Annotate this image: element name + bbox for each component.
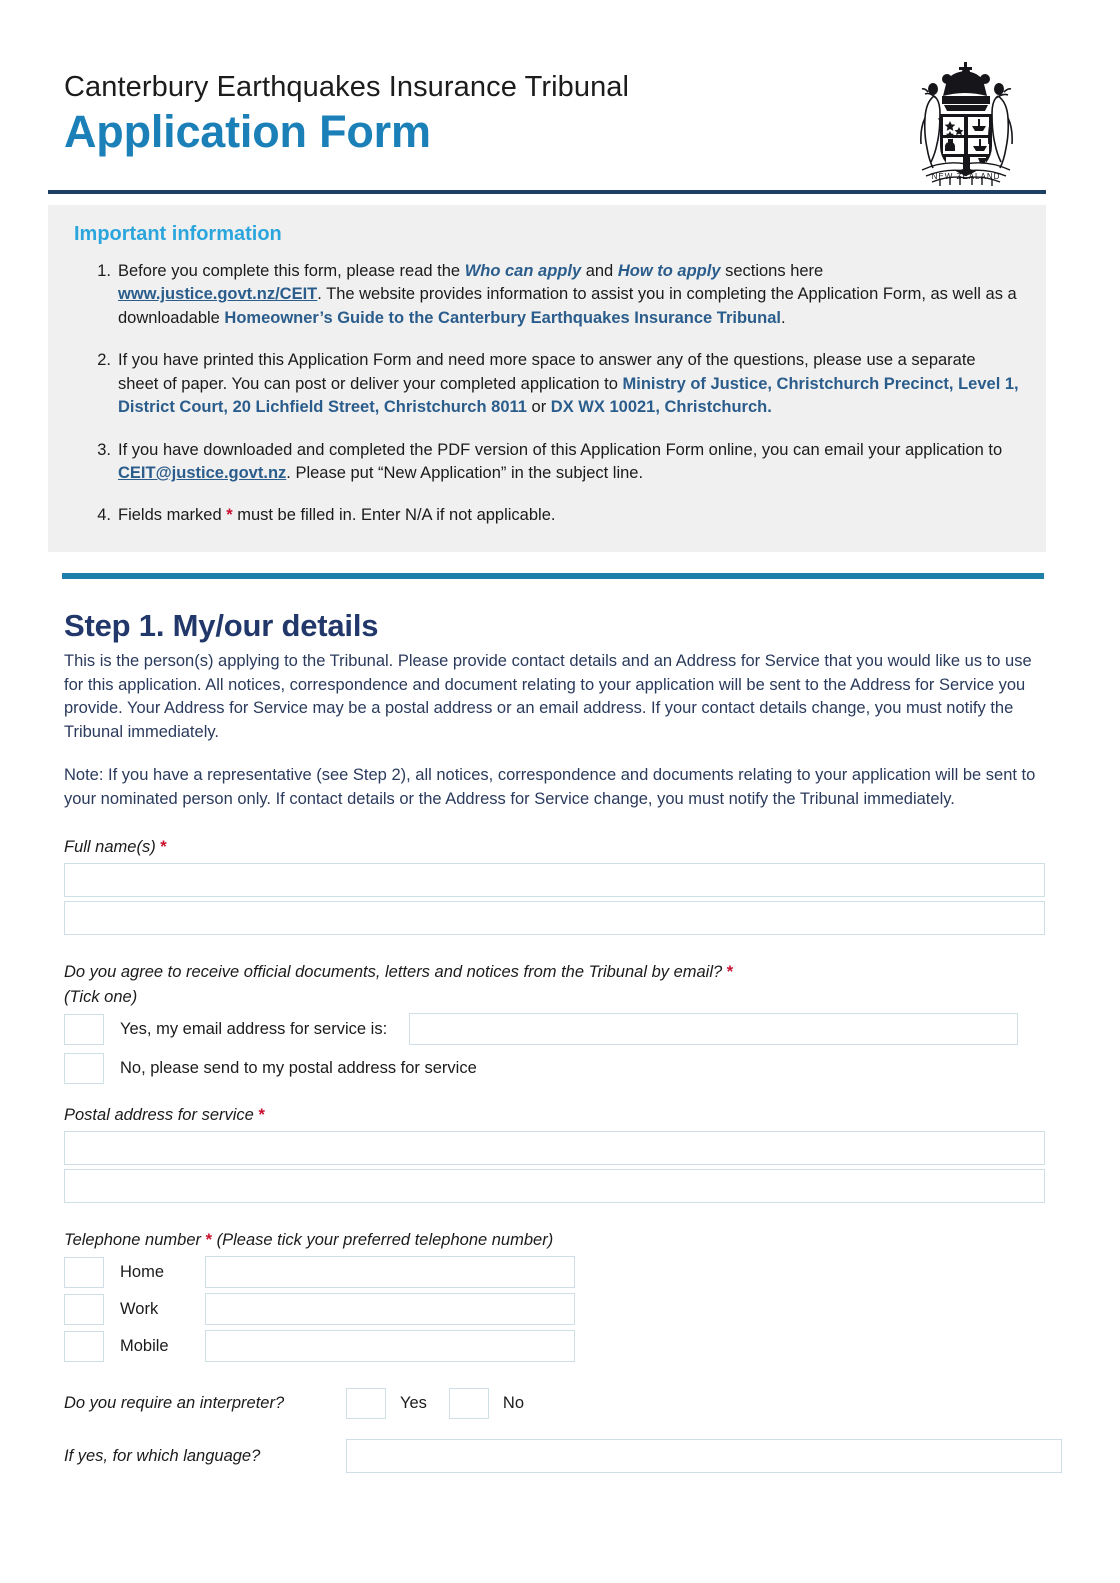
telephone-label-text: Telephone number [64,1231,201,1249]
inline-text: Before you complete this form, please read the [118,262,465,280]
interpreter-row [64,1388,1064,1419]
email-consent-yes-checkbox[interactable] [64,1014,104,1045]
full-name-input-line-1[interactable] [64,863,1045,897]
important-information-item [118,349,1020,419]
page-subtitle: Application Form [64,106,431,158]
inline-text: Who can apply [464,262,582,280]
postal-address-label [64,1106,1064,1125]
email-consent-question [64,963,1064,982]
email-consent-no-row [64,1053,1064,1084]
inline-text: must be filled in. Enter N/A if not applicable. [232,506,556,525]
interpreter-language-question: If yes, for which language? [64,1446,261,1465]
email-consent-yes-row [64,1013,1064,1045]
inline-text: How to apply [617,262,721,280]
telephone-work-checkbox[interactable] [64,1294,104,1325]
telephone-label-hint: (Please tick your preferred telephone number) [216,1231,554,1249]
inline-text: If you have downloaded and completed the PDF version of this Application Form online, you can email your application to [118,440,1003,459]
telephone-label [64,1231,1064,1250]
interpreter-no-label: No [502,1394,525,1412]
inline-text: DX WX 10021, Christchurch. [550,398,772,417]
email-consent-question-text: Do you agree to receive official documents, letters and notices from the Tribunal by email? [64,963,723,981]
interpreter-language-input[interactable] [346,1439,1062,1473]
inline-text: * [226,506,233,525]
telephone-work-label: Work [120,1299,159,1318]
inline-text: Fields marked [118,506,227,525]
telephone-home-label: Home [120,1262,165,1281]
important-information-item [118,439,1020,486]
telephone-home-input[interactable] [205,1256,575,1288]
inline-text: and [581,262,618,280]
step-1-paragraph-2: Note: If you have a representative (see Step 2), all notices, correspondence and documents relating to your application will be sent to your nominated person only. If contact details or the Address for Service change, you must notify the Tribunal immediately. [64,766,1036,808]
inline-text: or [526,398,551,417]
page-title: Canterbury Earthquakes Insurance Tribunal [64,71,630,103]
inline-text: Homeowner’s Guide to the Canterbury Earthquakes Insurance Tribunal [224,308,781,327]
svg-text:NEW ZEALAND: NEW ZEALAND [931,172,1001,181]
important-information-item [118,504,1020,527]
full-name-input-line-2[interactable] [64,901,1045,935]
inline-text: If you have printed this Application Form and need more space to answer any of the questions, please use a separate sheet of paper. You can post or deliver your completed application to [118,351,976,393]
important-information-box [48,205,1046,552]
telephone-row-mobile [64,1330,1064,1362]
interpreter-no-option [449,1388,524,1419]
interpreter-yes-option [346,1388,427,1419]
inline-link[interactable]: CEIT@justice.govt.nz [118,463,287,482]
telephone-work-input[interactable] [205,1293,575,1325]
inline-text: . Please put “New Application” in the subject line. [286,463,644,482]
step-1-form-fields [64,838,1064,1473]
telephone-mobile-input[interactable] [205,1330,575,1362]
step-1-paragraph-1: This is the person(s) applying to the Tribunal. Please provide contact details and an Address for Service that you would like us to use for this application. All notices, correspondence and document relating to your application will be sent to the Address for Service you provide. Your Address for Service may be a postal address or an email address. If your contact details change, you must notify the Tribunal immediately. [64,652,1032,741]
section-divider-rule [62,573,1044,579]
important-information-item [118,260,1020,330]
postal-address-label-text: Postal address for service [64,1106,254,1124]
interpreter-yes-checkbox[interactable] [346,1388,386,1419]
interpreter-yes-label: Yes [400,1394,427,1412]
email-consent-no-label: No, please send to my postal address for service [120,1059,477,1077]
important-information-heading: Important information [74,223,282,245]
inline-text: . [780,308,786,327]
email-consent-yes-label: Yes, my email address for service is: [120,1019,388,1038]
postal-address-required-marker: * [258,1106,265,1124]
postal-address-input-line-2[interactable] [64,1169,1045,1203]
important-information-list [74,260,1020,528]
interpreter-no-checkbox[interactable] [449,1388,489,1419]
new-zealand-coat-of-arms-icon [892,58,1042,190]
telephone-mobile-label: Mobile [120,1336,169,1355]
interpreter-language-row [64,1439,1064,1473]
page-header [0,0,1120,181]
inline-text: . The website provides information to assist you in completing the Application Form, as well as a downloadable [118,285,1017,327]
telephone-row-home [64,1256,1064,1288]
full-name-label-text: Full name(s) [64,838,156,856]
telephone-row-work [64,1293,1064,1325]
header-divider-rule [48,190,1046,194]
email-consent-tick-instruction: (Tick one) [64,988,138,1006]
email-consent-required-marker: * [726,963,734,981]
step-1-heading: Step 1. My/our details [64,608,379,643]
inline-text: sections here [720,262,824,280]
telephone-mobile-checkbox[interactable] [64,1331,104,1362]
email-consent-no-checkbox[interactable] [64,1053,104,1084]
inline-text: Ministry of Justice, Christchurch Precinct, Level 1, District Court, 20 Lichfield Street, Christchurch 8011 [118,374,1019,417]
email-address-input[interactable] [409,1013,1018,1045]
interpreter-question: Do you require an interpreter? [64,1394,285,1412]
inline-link[interactable]: www.justice.govt.nz/CEIT [118,285,318,304]
full-name-required-marker: * [160,838,167,856]
telephone-home-checkbox[interactable] [64,1257,104,1288]
full-name-label [64,838,1064,857]
postal-address-input-line-1[interactable] [64,1131,1045,1165]
telephone-required-marker: * [205,1231,213,1249]
step-1-section [64,608,1046,812]
